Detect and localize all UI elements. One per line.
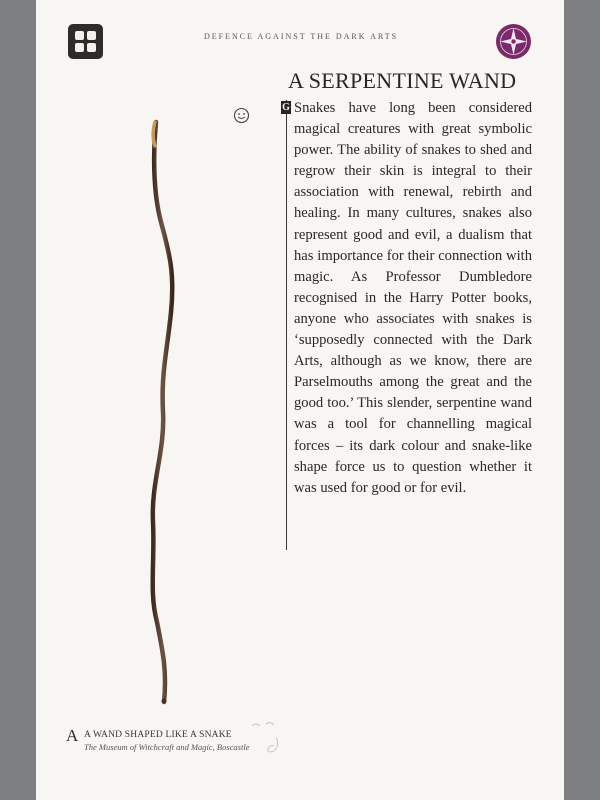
caption-letter: A [66, 726, 79, 745]
smiley-icon[interactable] [233, 107, 250, 124]
running-header: DEFENCE AGAINST THE DARK ARTS [203, 32, 399, 41]
article-body: Snakes have long been considered magical creatures with great symbolic power. The ability of snakes to shed and regrow their skin is integral to their association with renewal, rebirth and healing. In many cultures, snakes also represent good and evil, a dualism that has importance for their connection with magic. As Professor Dumbledore recognised in the Harry Potter books, anyone who associates with snakes is ‘supposedly connected with the Dark Arts, although as we know, there are Parselmouths among the great and the good too.’ This slender, serpentine wand was a tool for channelling magical forces – its dark colour and snake-like shape force us to question whether it was used for good or for evil. [294, 100, 532, 496]
caption-title: A WAND SHAPED LIKE A SNAKE [84, 730, 232, 740]
grid-menu-icon[interactable] [68, 24, 103, 59]
page [36, 0, 564, 800]
serpentine-wand-image [131, 112, 191, 712]
compass-emblem-icon[interactable] [495, 23, 532, 60]
column-rule [286, 100, 287, 550]
pencil-scribble-icon [246, 718, 286, 758]
caption-source: The Museum of Witchcraft and Magic, Boscastle [84, 742, 250, 752]
drop-cap: G [282, 102, 290, 113]
article-title: A SERPENTINE WAND [288, 68, 517, 93]
